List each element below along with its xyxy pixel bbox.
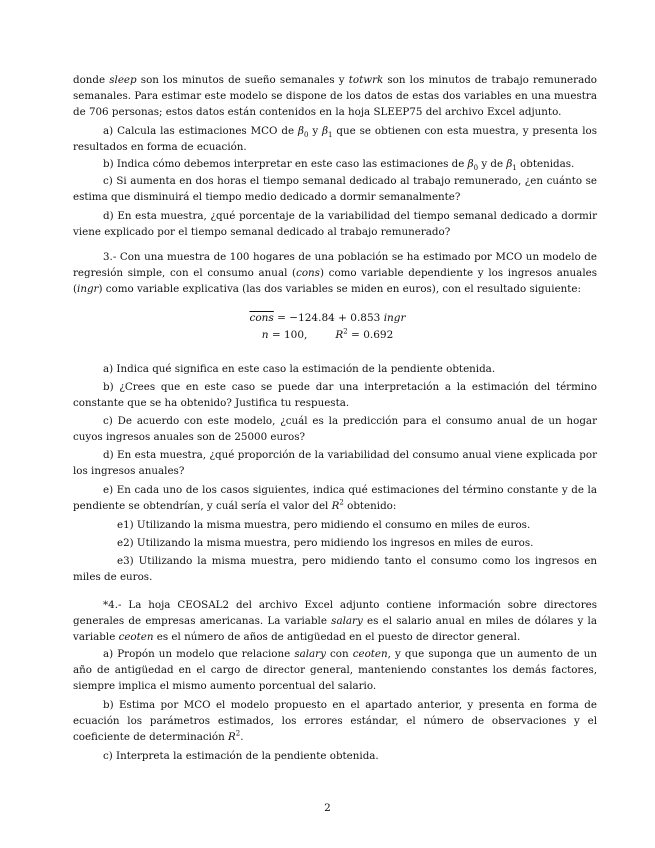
q3-item-e1: e1) Utilizando la misma muestra, pero midiendo el consumo en miles de euros. — [117, 519, 531, 531]
q3-item-e: e) En cada uno de los casos siguientes, indica qué estimaciones del término constante y de la pendiente se obtendrían, y cuál sería el valor del $R^2$ obtenido: — [73, 484, 597, 513]
q2-item-a: a) Calcula las estimaciones MCO de $\beta_0$ y $\beta_1$ que se obtienen con esta muestra, y presenta los resultados en forma de ecuación. — [73, 125, 598, 154]
intro-paragraph: donde sleep son los minutos de sueño semanales y totwrk son los minutos de trabajo remunerado semanales. Para estimar este modelo se dispone de los datos de estas dos variables en una muestra de 706 personas; estos datos están contenidos en la hoja SLEEP75 del archivo Excel adjunto. — [73, 74, 597, 119]
q3-equation: cons = −124.84 + 0.853 ingr — [249, 312, 406, 324]
q4-item-c: c) Interpreta la estimación de la pendiente obtenida. — [103, 750, 379, 762]
q3-intro: 3.- Con una muestra de 100 hogares de una población se ha estimado por MCO un modelo de regresión simple, con el consumo anual (cons) como variable dependiente y los ingresos anuales (ingr) como variable explicativa (las dos variables se miden en euros), con el resultado siguiente: — [73, 251, 597, 296]
q3-item-e2: e2) Utilizando la misma muestra, pero midiendo los ingresos en miles de euros. — [117, 537, 534, 549]
q2-item-b: b) Indica cómo debemos interpretar en este caso las estimaciones de $\beta_0$ y de $\beta_1$ obtenidas. — [103, 158, 575, 173]
q3-equation-stats: n = 100, $R^2 = 0.692$ — [261, 327, 394, 341]
q2-item-c: c) Si aumenta en dos horas el tiempo semanal dedicado al trabajo remunerado, ¿en cuánto se estima que disminuirá el tiempo medio dedicado a dormir semanalmente? — [73, 175, 597, 204]
q4-item-a: a) Propón un modelo que relacione salary con ceoten, y que suponga que un aumento de un año de antigüedad en el cargo de director general, manteniendo constantes los demás factores, siempre implica el mismo aumento porcentual del salario. — [73, 648, 597, 693]
q3-item-c: c) De acuerdo con este modelo, ¿cuál es la predicción para el consumo anual de un hogar cuyos ingresos anuales son de 25000 euros? — [73, 415, 597, 444]
q4-item-b: b) Estima por MCO el modelo propuesto en el apartado anterior, y presenta en forma de ecuación los parámetros estimados, los errores estándar, el número de observaciones y el coeficiente de determinación $R^2$. — [73, 699, 597, 744]
q3-item-d: d) En esta muestra, ¿qué proporción de la variabilidad del consumo anual viene explicada por los ingresos anuales? — [73, 449, 597, 478]
q2-item-d: d) En esta muestra, ¿qué porcentaje de la variabilidad del tiempo semanal dedicado a dormir viene explicado por el tiempo semanal dedicado al trabajo remunerado? — [73, 210, 597, 239]
page-number: 2 — [324, 802, 331, 814]
q3-item-e3: e3) Utilizando la misma muestra, pero midiendo tanto el consumo como los ingresos en miles de euros. — [73, 555, 597, 584]
q3-item-b: b) ¿Crees que en este caso se puede dar una interpretación a la estimación del término constante que se ha obtenido? Justifica tu respuesta. — [73, 381, 597, 410]
q4-intro: *4.- La hoja CEOSAL2 del archivo Excel adjunto contiene información sobre directores generales de empresas americanas. La variable salary es el salario anual en miles de dólares y la variable ceoten es el número de años de antigüedad en el puesto de director general. — [73, 599, 597, 644]
q3-item-a: a) Indica qué significa en este caso la estimación de la pendiente obtenida. — [103, 363, 496, 375]
